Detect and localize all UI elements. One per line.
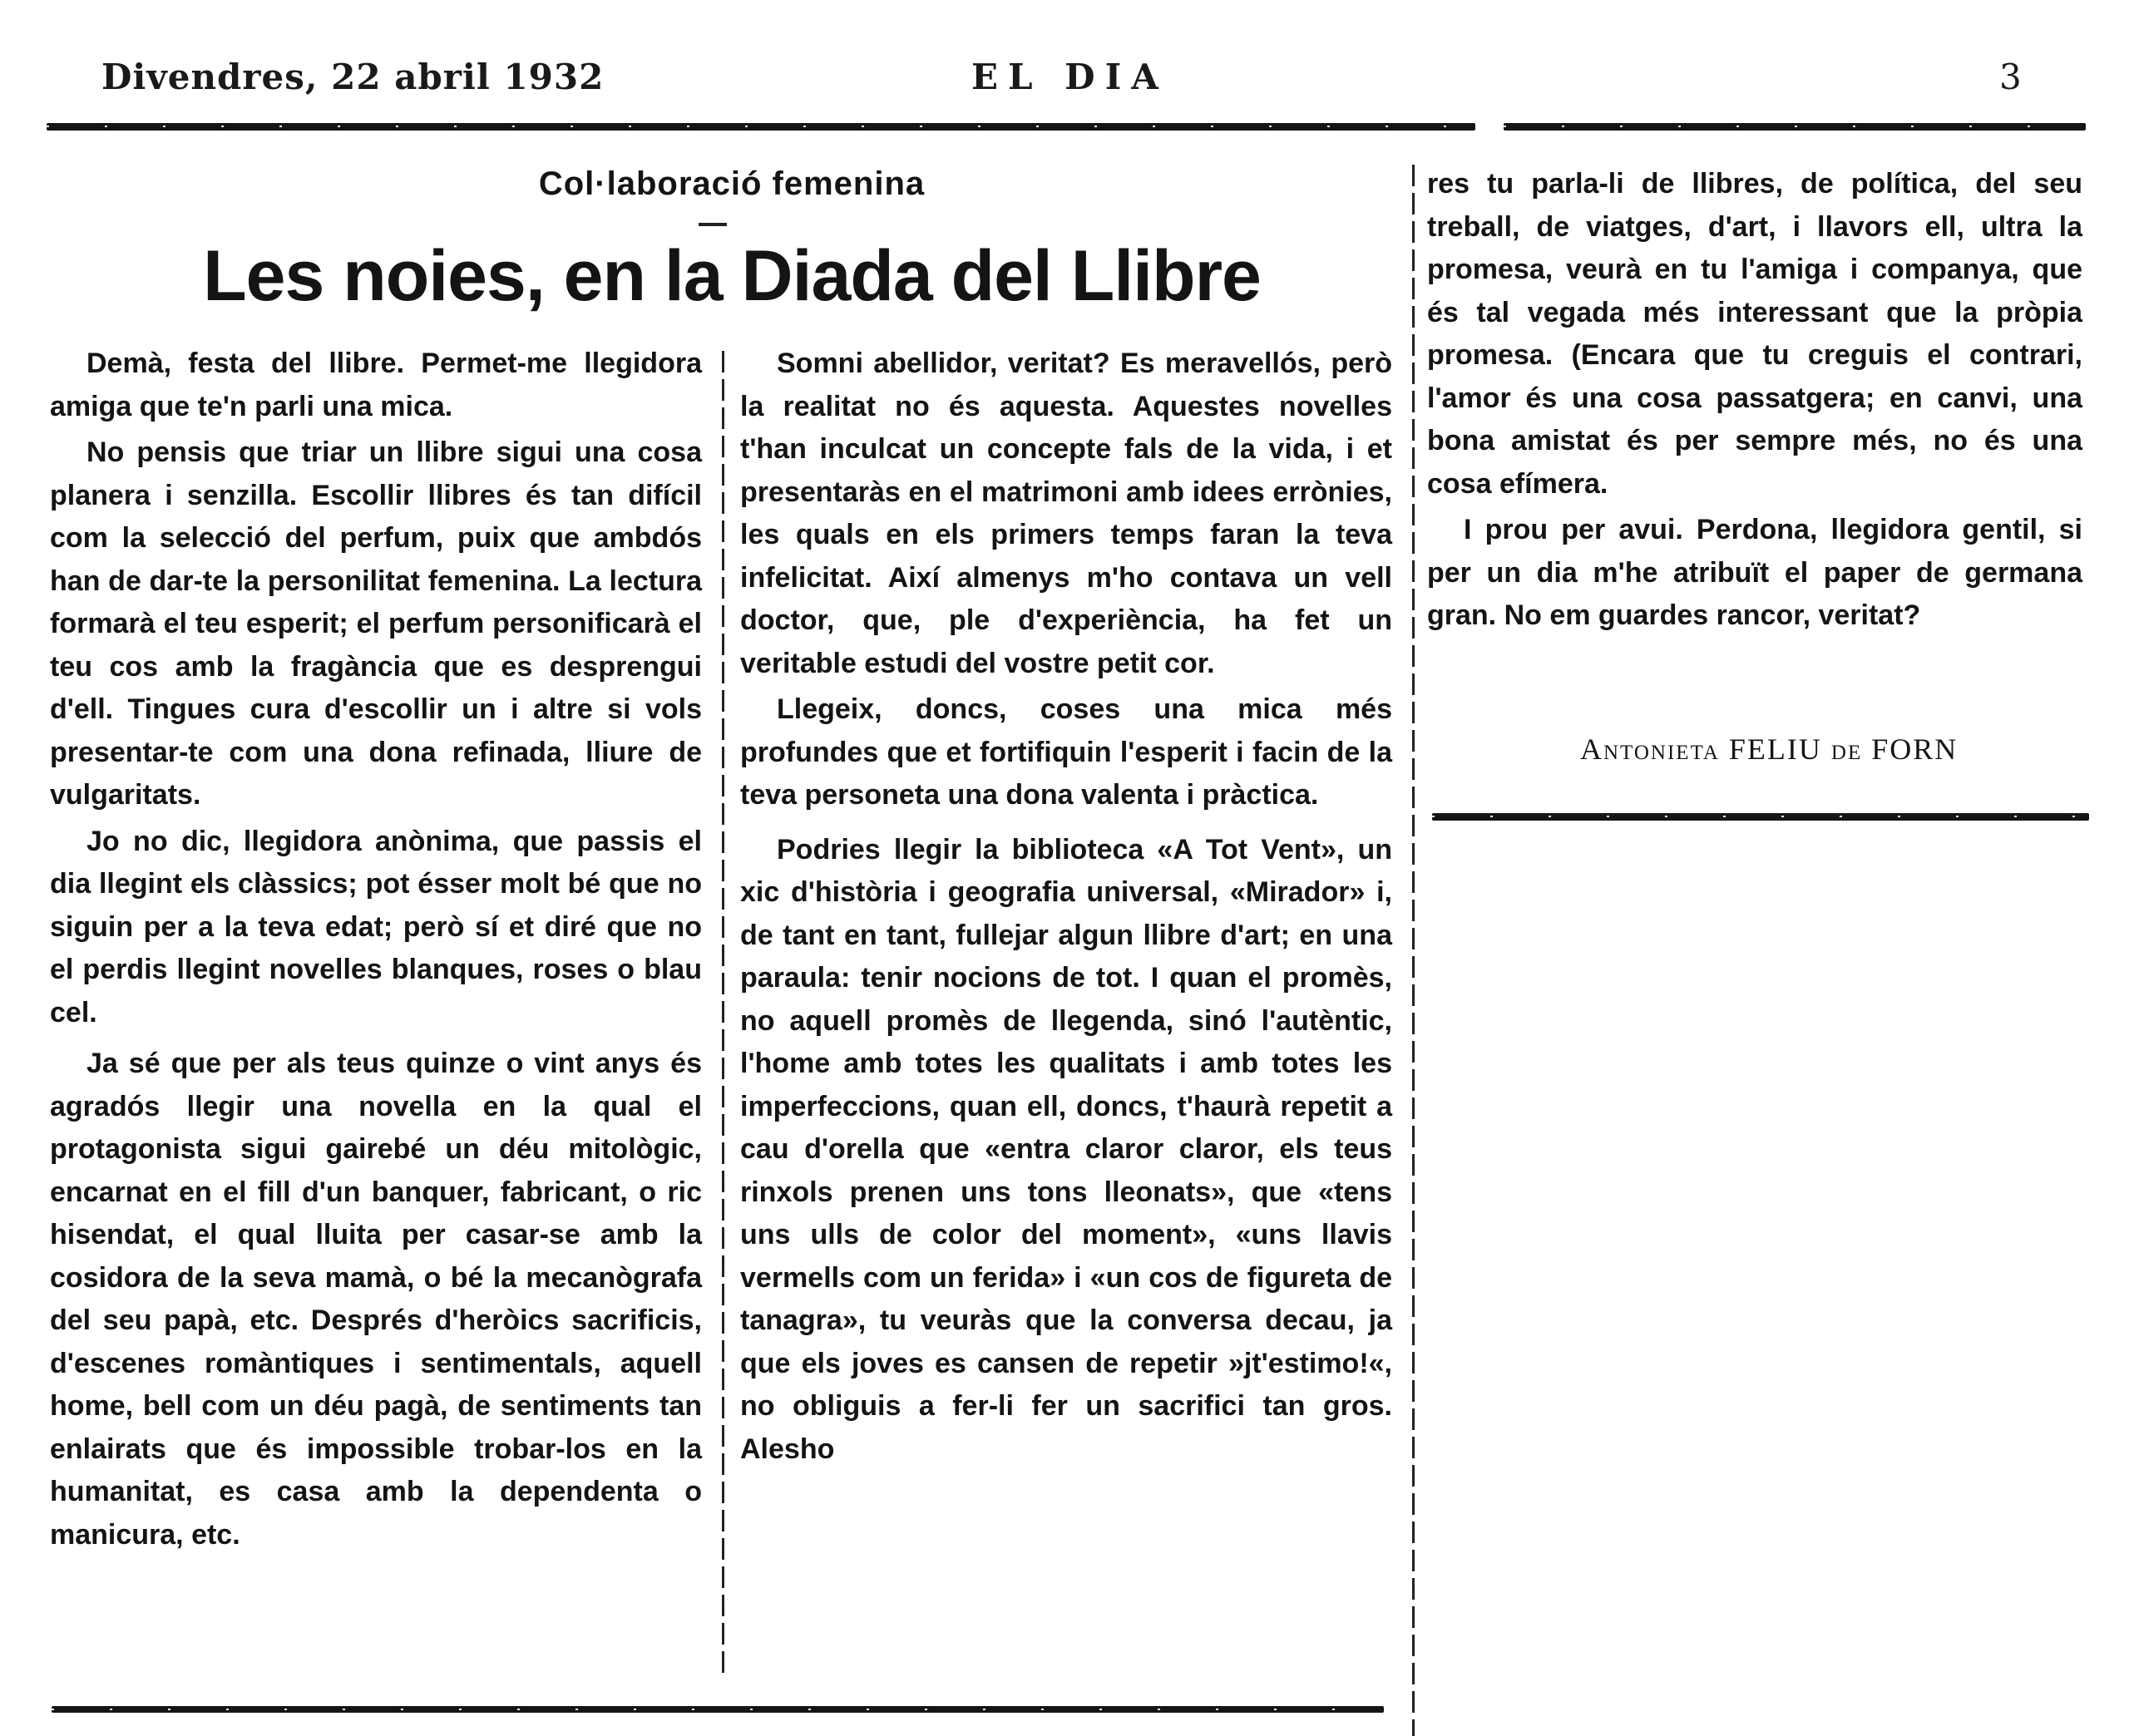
bottom-rule (52, 1706, 1384, 1713)
article-paragraph: Somni abellidor, veritat? Es meravellós, però la realitat no és aquesta. Aquestes novelles t'han inculcat un concepte fals de la vida, i et presentaràs en el matrimoni amb idees errònies, les quals en els primers temps faran la teva infelicitat. Així almenys m'ho contava un vell doctor, que, ple d'experiència, ha fet un veritable estudi del vostre petit cor. (740, 348, 1392, 679)
column-3-end-rule (1432, 813, 2089, 821)
masthead-rule-right (1504, 123, 2086, 131)
section-kicker: Col·laboració femenina (538, 165, 926, 202)
article-paragraph: I prou per avui. Perdona, llegidora gentil, si per un dia m'he atribuït el paper de germana gran. No em guardes rancor, veritat? (1427, 514, 2082, 631)
article-column-3 (1427, 163, 2082, 638)
article-paragraph: Podries llegir la biblioteca «A Tot Vent», un xic d'història i geografia universal, «Mirador» i, de tant en tant, fullejar algun llibre d'art; en una paraula: tenir nocions de tot. I quan el promès, no aquell promès de llegenda, sinó l'autèntic, l'home amb totes les qualitats i amb totes les imperfeccions, quan ell, doncs, t'haurà repetit a cau d'orella que «entra claror claror, els teus rinxols prenen uns tons lleonats», que «tens uns ulls de color del moment», «uns llavis vermells com un ferida» i «un cos de figureta de tanagra», tu veuràs que la conversa decau, ja que els joves es cansen de repetir »jt'estimo!«, no obliguis a fer-li fer un sacrifici tan gros. Alesho (740, 833, 1392, 1465)
masthead-page-number: 3 (1999, 57, 2022, 97)
column-divider-2 (1412, 165, 1415, 1736)
masthead-date: Divendres, 22 abril 1932 (101, 57, 605, 97)
kicker-dash (699, 223, 727, 226)
article-paragraph: No pensis que triar un llibre sigui una cosa planera i senzilla. Escollir llibres és tan difícil com la selecció del perfum, puix que ambdós han de dar-te la personilitat femenina. La lectura formarà el teu esperit; el perfum personificarà el teu cos amb la fragància que es desprengui d'ell. Tingues cura d'escollir un i altre si vols presentar-te com una dona refinada, lliure de vulgaritats. (50, 436, 702, 811)
article-paragraph: res tu parla-li de llibres, de política, del seu treball, de viatges, d'art, i llavors ell, ultra la promesa, veurà en tu l'amiga i companya, que és tal vegada més interessant que la pròpia promesa. (Encara que tu creguis el contrari, l'amor és una cosa passatgera; en canvi, una bona amistat és per sempre més, no és una cosa efímera. (1427, 168, 2082, 500)
article-headline: Les noies, en la Diada del Llibre (203, 236, 1261, 316)
article-paragraph: Ja sé que per als teus quinze o vint anys és agradós llegir una novella en la qual el protagonista sigui gairebé un déu mitològic, encarnat en el fill d'un banquer, fabricant, o ric hisendat, el qual lluita per casar-se amb la cosidora de la seva mamà, o bé la mecanògrafa del seu papà, etc. Després d'heròics sacrificis, d'escenes romàntiques i sentimentals, aquell home, bell com un déu pagà, de sentiments tan enlairats que és impossible trobar-los en la humanitat, es casa amb la dependenta o manicura, etc. (50, 1048, 702, 1551)
author-signature: Antonieta FELIU de FORN (1580, 732, 1959, 766)
masthead-rule-left (47, 123, 1475, 131)
masthead-newspaper-title: EL DIA (971, 57, 1168, 97)
article-paragraph: Jo no dic, llegidora anònima, que passis el dia llegint els clàssics; pot ésser molt bé que no siguin per a la teva edat; però sí et diré que no el perdis llegint novelles blanques, roses o blau cel. (50, 825, 702, 1028)
article-paragraph: Demà, festa del llibre. Permet-me llegidora amiga que te'n parli una mica. (50, 348, 702, 422)
article-column-2 (740, 343, 1392, 1471)
article-column-1 (50, 343, 702, 1556)
article-paragraph: Llegeix, doncs, coses una mica més profundes que et fortifiquin l'esperit i facin de la teva personeta una dona valenta i pràctica. (740, 693, 1392, 811)
column-divider-1 (722, 351, 724, 1679)
